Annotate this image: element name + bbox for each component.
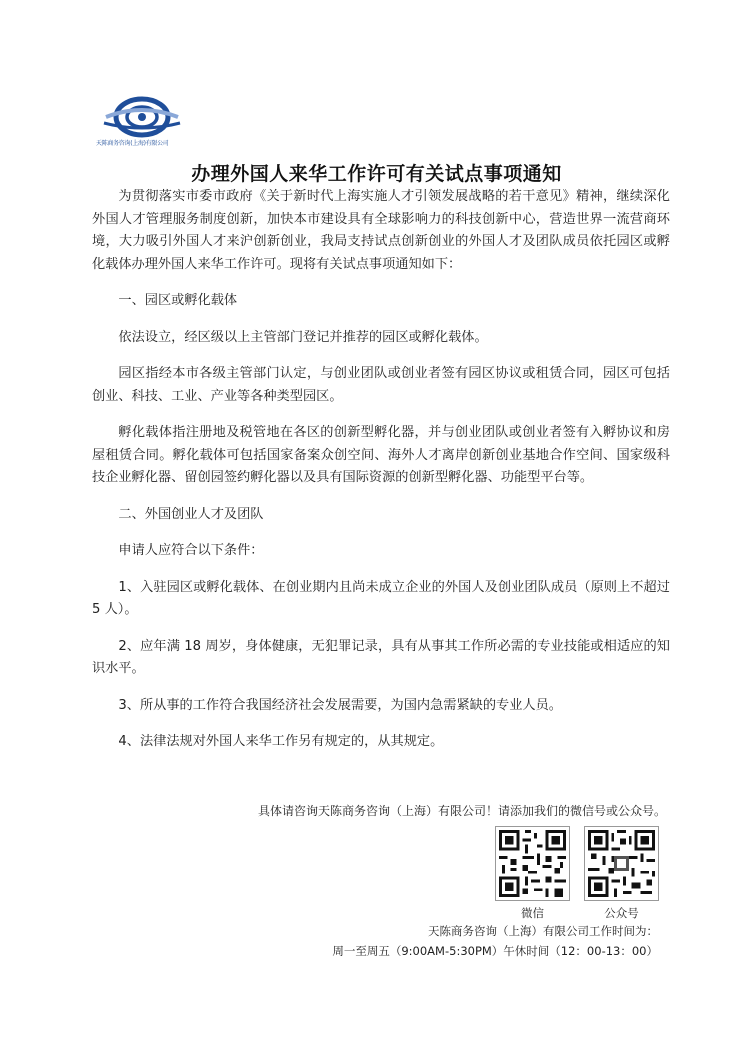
intro-paragraph: 为贯彻落实市委市政府《关于新时代上海实施人才引领发展战略的若干意见》精神，继续深化外国人才管理服务制度创新，加快本市建设具有全球影响力的科技创新中心，营造世界一流营商环境，大力吸引外国人才来沪创新创业，我局支持试点创新创业的外国人才及团队成员依托园区或孵化载体办理外国人来华工作许可。现将有关试点事项通知如下： [92, 189, 670, 272]
document-title: 办理外国人来华工作许可有关试点事项通知 [191, 163, 562, 185]
section-heading-2: 二、外国创业人才及团队 [118, 506, 264, 522]
condition-item: 4、法律法规对外国人来华工作另有规定的，从其规定。 [118, 734, 444, 749]
condition-item: 3、所从事的工作符合我国经济社会发展需要，为国内急需紧缺的专业人员。 [118, 697, 562, 713]
document-body [92, 186, 670, 768]
condition-item: 2、应年满 18 周岁，身体健康，无犯罪记录，具有从事其工作所必需的专业技能或相适应的知识水平。 [92, 638, 670, 676]
paragraph: 园区指经本市各级主管部门认定，与创业团队或创业者签有园区协议或租赁合同，园区可包括创业、科技、工业、产业等各种类型园区。 [92, 366, 670, 404]
official-account-qr-code [584, 826, 659, 901]
work-hours-heading: 天陈商务咨询（上海）有限公司工作时间为： [428, 924, 658, 938]
section-heading-1: 一、园区或孵化载体 [118, 293, 238, 308]
paragraph: 孵化载体指注册地及税管地在各区的创新型孵化器，并与创业团队或创业者签有入孵协议和房屋租赁合同。孵化载体可包括国家备案众创空间、海外人才离岸创新创业基地合作空间、国家级科技企业孵化器、留创园签约孵化器以及具有国际资源的创新型孵化器、功能型平台等。 [92, 425, 670, 485]
work-hours-detail: 周一至周五（9:00AM-5:30PM）午休时间（12：00-13：00） [332, 944, 658, 958]
wechat-qr-code [495, 826, 570, 901]
qr-label-official-account: 公众号 [604, 906, 639, 920]
condition-item: 1、入驻园区或孵化载体、在创业期内且尚未成立企业的外国人及创业团队成员（原则上不超过 5 人）。 [92, 579, 670, 617]
logo-caption: 天陈商务咨询(上海)有限公司 [96, 140, 169, 147]
qr-label-wechat: 微信 [521, 906, 544, 920]
contact-line: 具体请咨询天陈商务咨询（上海）有限公司！请添加我们的微信号或公众号。 [257, 804, 666, 818]
paragraph: 申请人应符合以下条件： [118, 543, 264, 558]
paragraph: 依法设立，经区级以上主管部门登记并推荐的园区或孵化载体。 [118, 329, 488, 345]
